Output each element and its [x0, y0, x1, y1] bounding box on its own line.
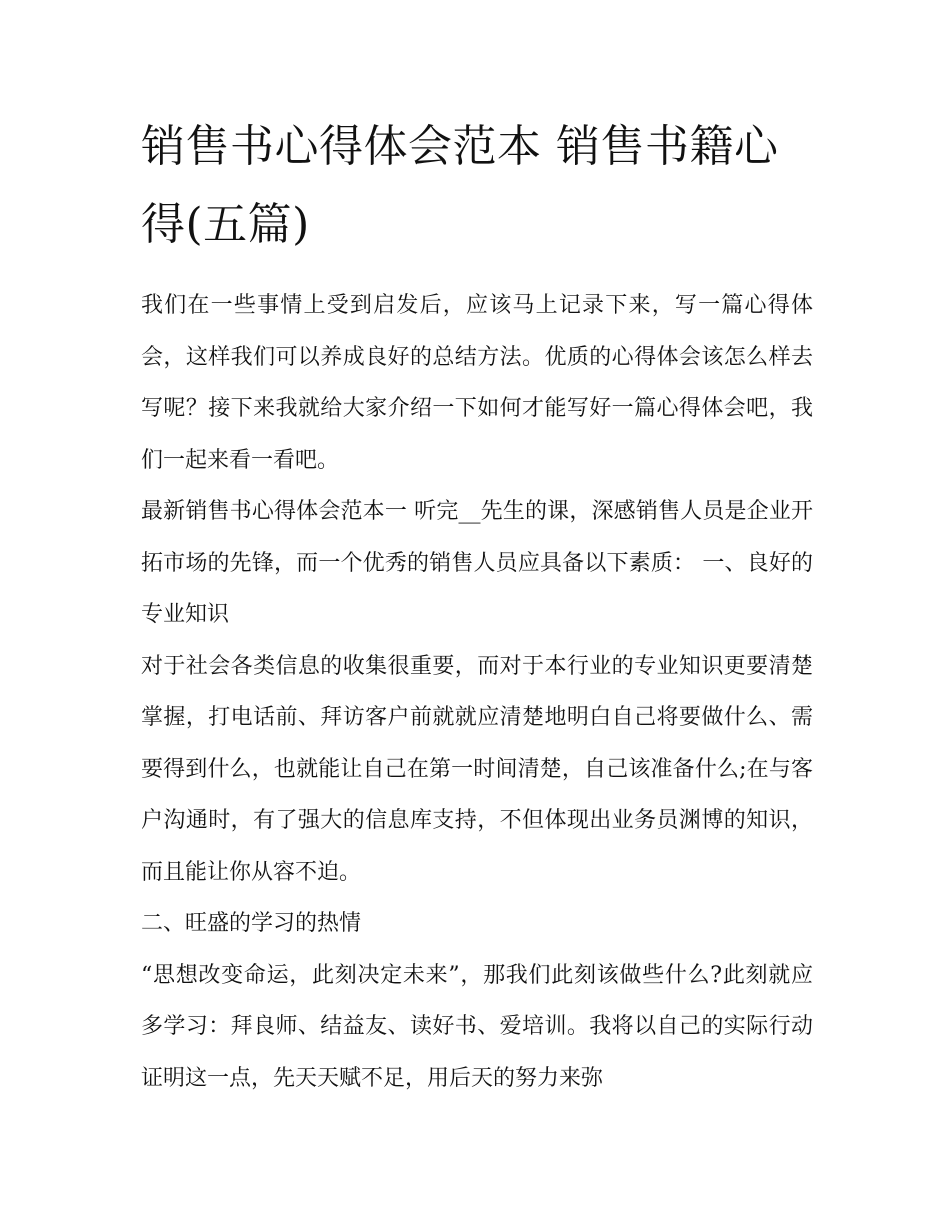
- section-one-paragraph: 最新销售书心得体会范本一 听完__先生的课，深感销售人员是企业开拓市场的先锋，而一个优秀的销售人员应具备以下素质： 一、良好的专业知识: [141, 499, 813, 627]
- intro-paragraph: 我们在一些事情上受到启发后，应该马上记录下来，写一篇心得体会，这样我们可以养成良好的总结方法。优质的心得体会该怎么样去写呢？接下来我就给大家介绍一下如何才能写好一篇心得体会吧，我们一起来看一看吧。: [141, 293, 813, 473]
- section-two-heading: 二、旺盛的学习的热情: [141, 911, 362, 936]
- knowledge-paragraph: 对于社会各类信息的收集很重要，而对于本行业的专业知识更要清楚掌握，打电话前、拜访客户前就就应清楚地明白自己将要做什么、需要得到什么，也就能让自己在第一时间清楚，自己该准备什么;在与客户沟通时，有了强大的信息库支持，不但体现出业务员渊博的知识，而且能让你从容不迫。: [141, 653, 813, 885]
- document-body: [141, 108, 813, 1104]
- document-title: 销售书心得体会范本 销售书籍心得(五篇): [141, 121, 779, 250]
- learning-paragraph: “思想改变命运，此刻决定未来”，那我们此刻该做些什么?此刻就应多学习：拜良师、结益友、读好书、爱培训。我将以自己的实际行动证明这一点，先天天赋不足，用后天的努力来弥: [141, 962, 813, 1091]
